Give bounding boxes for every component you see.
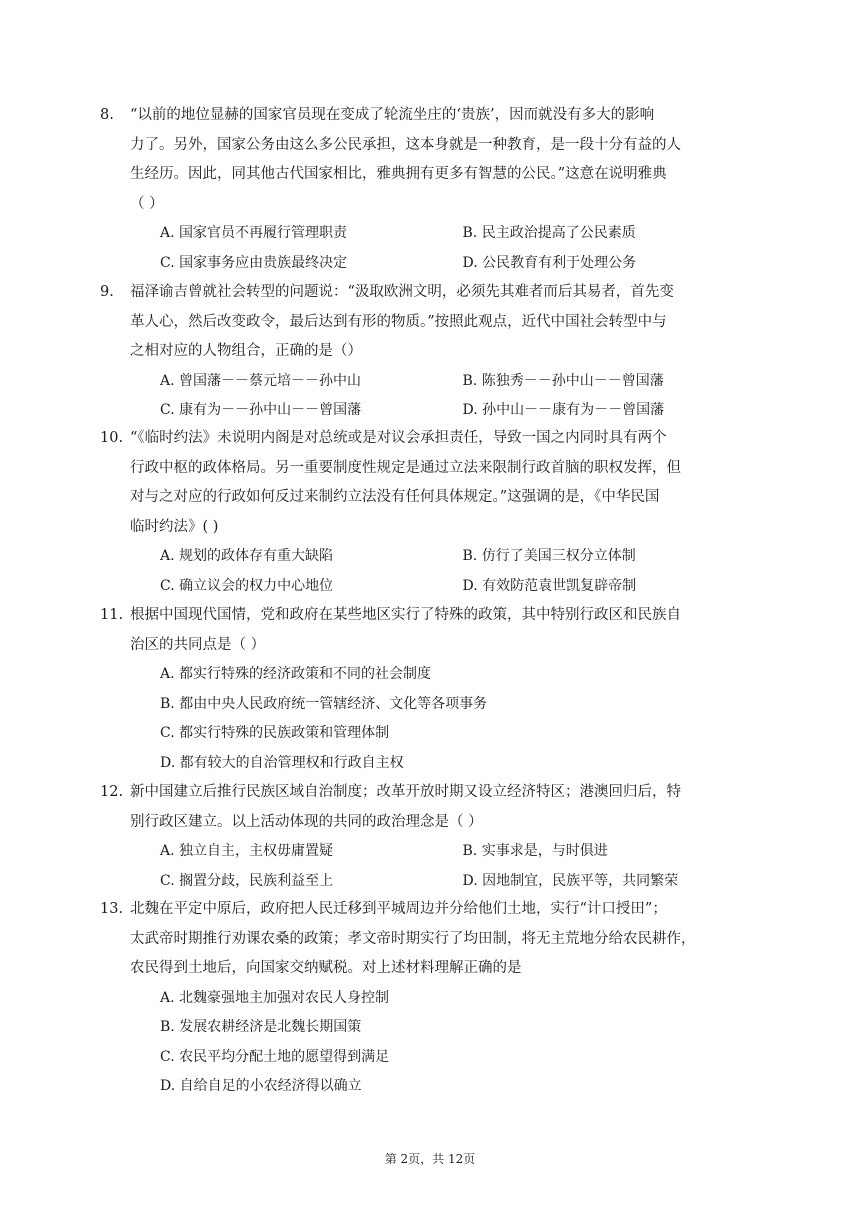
option-c[interactable]: C. 康有为－－孙中山－－曾国藩 [160,402,362,418]
question-number: 9. [100,284,114,300]
stem-line: 生经历。因此，同其他古代国家相比，雅典拥有更多有智慧的公民。”这意在说明雅典 [130,166,667,182]
question-stem [130,278,735,367]
stem-line: “以前的地位显赫的国家官员现在变成了轮流坐庄的‘贵族’，因而就没有多大的影响 [130,107,655,123]
question-stem [130,101,735,219]
option-b[interactable]: B. 都由中央人民政府统一管辖经济、文化等各项事务 [160,695,488,712]
question-9 [100,278,735,426]
stem-line: 北魏在平定中原后，政府把人民迁移到平城周边并分给他们土地，实行“计口授田”； [130,901,667,917]
option-b[interactable]: B. 实事求是，与时俱进 [462,843,608,859]
question-11 [100,601,735,778]
option-a[interactable]: A. 国家官员不再履行管理职责 [160,225,348,241]
stem-line: （ ） [130,195,164,212]
option-a[interactable]: A. 规划的政体存有重大缺陷 [160,548,334,564]
question-stem [130,895,735,984]
question-number: 10. [100,430,124,446]
option-a[interactable]: A. 都实行特殊的经济政策和不同的社会制度 [160,666,432,682]
question-number: 12. [100,784,124,800]
stem-line: 行政中枢的政体格局。另一重要制度性规定是通过立法来限制行政首脑的职权发挥，但 [130,459,681,476]
stem-line: 根据中国现代国情，党和政府在某些地区实行了特殊的政策，其中特别行政区和民族自 [130,607,681,623]
option-c[interactable]: C. 农民平均分配土地的愿望得到满足 [160,1048,390,1065]
stem-line: 福泽谕吉曾就社会转型的问题说：“汲取欧洲文明，必须先其难者而后其易者，首先变 [130,284,674,300]
stem-line: 别行政区建立。以上活动体现的共同的政治理念是（ ） [130,813,483,830]
question-13 [100,895,735,1102]
option-c[interactable]: C. 都实行特殊的民族政策和管理体制 [160,725,390,741]
options [130,219,735,278]
option-b[interactable]: B. 陈独秀－－孙中山－－曾国藩 [462,372,664,389]
options [130,367,735,426]
option-d[interactable]: D. 孙中山－－康有为－－曾国藩 [462,402,665,418]
option-a[interactable]: A. 独立自主，主权毋庸置疑 [160,843,334,859]
option-d[interactable]: D. 都有较大的自治管理权和行政自主权 [160,754,404,771]
question-12 [100,778,735,896]
option-c[interactable]: C. 国家事务应由贵族最终决定 [160,254,348,271]
question-number: 11. [100,607,124,623]
option-c[interactable]: C. 确立议会的权力中心地位 [160,577,334,594]
question-stem [130,778,735,837]
option-b[interactable]: B. 民主政治提高了公民素质 [462,225,636,241]
option-d[interactable]: D. 有效防范袁世凯复辟帝制 [462,577,637,594]
option-d[interactable]: D. 公民教育有利于处理公务 [462,254,637,271]
page-number-footer: 第 2页，共 12页 [384,1152,476,1166]
option-b[interactable]: B. 仿行了美国三权分立体制 [462,548,636,564]
option-a[interactable]: A. 北魏豪强地主加强对农民人身控制 [160,989,390,1006]
question-stem [130,424,735,542]
stem-line: 之相对应的人物组合，正确的是（） [130,343,362,359]
question-number: 13. [100,901,124,917]
stem-line: 对与之对应的行政如何反过来制约立法没有任何具体规定。”这强调的是，《中华民国 [130,489,660,505]
options [130,837,735,896]
stem-line: 革人心，然后改变政令，最后达到有形的物质。”按照此观点，近代中国社会转型中与 [130,313,667,330]
stem-line: 力了。另外，国家公务由这么多公民承担，这本身就是一种教育，是一段十分有益的人 [130,136,681,153]
stem-line: 治区的共同点是（ ） [130,636,266,653]
stem-line: 临时约法》( ) [130,518,219,535]
question-number: 8. [100,107,114,123]
option-d[interactable]: D. 自给自足的小农经济得以确立 [160,1078,362,1094]
option-c[interactable]: C. 搁置分歧，民族利益至上 [160,872,334,889]
question-stem [130,601,735,660]
stem-line: “《临时约法》未说明内阁是对总统或是对议会承担责任，导致一国之内同时具有两个 [130,430,667,446]
question-8 [100,101,735,278]
option-b[interactable]: B. 发展农耕经济是北魏长期国策 [160,1019,362,1035]
options [130,542,735,601]
options [130,660,735,778]
options [130,984,735,1102]
question-10 [100,424,735,601]
option-d[interactable]: D. 因地制宜，民族平等，共同繁荣 [462,872,679,889]
stem-line: 农民得到土地后，向国家交纳赋税。对上述材料理解正确的是 [130,960,522,976]
stem-line: 新中国建立后推行民族区域自治制度；改革开放时期又设立经济特区；港澳回归后，特 [130,784,681,800]
stem-line: 太武帝时期推行劝课农桑的政策；孝文帝时期实行了均田制，将无主荒地分给农民耕作， [130,930,696,947]
option-a[interactable]: A. 曾国藩－－蔡元培－－孙中山 [160,372,362,389]
